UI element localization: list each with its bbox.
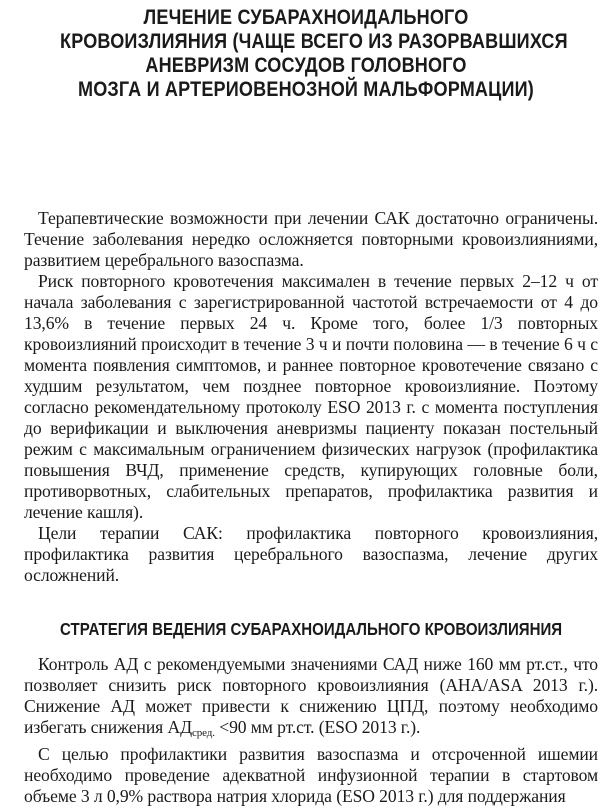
title-line: КРОВОИЗЛИЯНИЯ (ЧАЩЕ ВСЕГО ИЗ РАЗОРВАВШИХСЯ bbox=[60, 30, 568, 53]
section-2-body bbox=[24, 654, 598, 807]
paragraph-text: Контроль АД с рекомендуемыми значениями САД ниже 160 мм рт.ст., что позволяет снизить риск повторного кровоизлияния (AHA/ASA 2013 г.). Снижение АД может привести к снижению ЦПД, поэтому необходимо избегать снижения АД bbox=[24, 654, 598, 737]
title-line: МОЗГА И АРТЕРИОВЕНОЗНОЙ МАЛЬФОРМАЦИИ) bbox=[77, 78, 534, 101]
paragraph: С целью профилактики развития вазоспазма и отсроченной ишемии необходимо проведение адекватной инфузионной терапии в стартовом объеме 3 л 0,9% раствора натрия хлорида (ESO 2013 г.) для поддержания bbox=[24, 744, 598, 806]
paragraph: Терапевтические возможности при лечении САК достаточно ограничены. Течение заболевания нередко осложняется повторными кровоизлияниями, развитием церебрального вазоспазма. bbox=[24, 208, 598, 270]
paragraph: Риск повторного кровотечения максимален в течение первых 2–12 ч от начала заболевания с зарегистрированной частотой встречаемости от 4 до 13,6% в течение первых 24 ч. Кроме того, более 1/3 повторных кровоизлияний происходит в течение 3 ч и почти половина — в течение 6 ч с момента появления симптомов, и раннее повторное кровотечение связано с худшим результатом, чем позднее повторное кровоизлияние. Поэтому согласно рекомендательному протоколу ESO 2013 г. с момента поступления до верификации и выключения аневризмы пациенту показан постельный режим с максимальным ограничением физических нагрузок (профилактика повышения ВЧД, применение средств, купирующих головные боли, противорвотных, слабительных препаратов, профилактика развития и лечение кашля). bbox=[24, 271, 598, 522]
title-line: ЛЕЧЕНИЕ СУБАРАХНОИДАЛЬНОГО bbox=[143, 6, 469, 29]
paragraph-text: <90 мм рт.ст. (ESO 2013 г.). bbox=[214, 717, 421, 737]
title-line: АНЕВРИЗМ СОСУДОВ ГОЛОВНОГО bbox=[145, 54, 467, 77]
paragraph bbox=[24, 654, 598, 744]
section-heading: СТРАТЕГИЯ ВЕДЕНИЯ СУБАРАХНОИДАЛЬНОГО КРОВОИЗЛИЯНИЯ bbox=[60, 619, 563, 639]
section-1-body bbox=[24, 208, 598, 586]
subscript: сред. bbox=[191, 727, 215, 739]
chapter-title bbox=[60, 6, 568, 102]
paragraph: Цели терапии САК: профилактика повторного кровоизлияния, профилактика развития церебрального вазоспазма, лечение других осложнений. bbox=[24, 523, 598, 585]
